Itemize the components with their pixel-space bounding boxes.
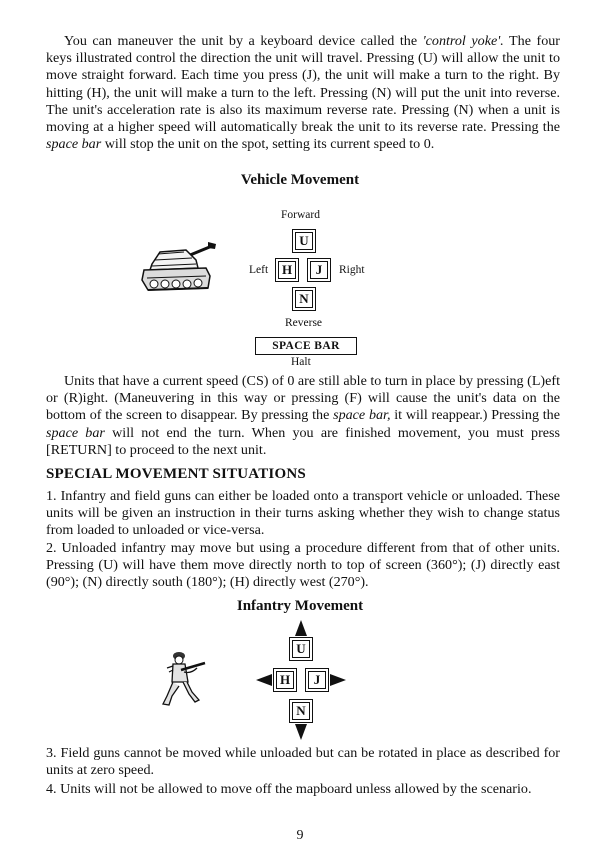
special-item-2: 2. Unloaded infantry may move but using a procedure different from that of other units. Pressing (U) will have them move directly north to top of screen (360°); (J) directly east (90°); (N) directly south (180°); (H) directly west (270°). — [46, 540, 560, 591]
special-item-1: 1. Infantry and field guns can either be loaded onto a transport vehicle or unloaded. These units will be given an instruction in their turns asking whether they wish to change status from loaded to unloaded or vice-versa. — [46, 488, 560, 539]
infantry-key-u-letter: U — [292, 640, 310, 658]
key-j-letter: J — [310, 261, 328, 279]
key-h-letter: H — [278, 261, 296, 279]
turning-emphasis: space bar, — [333, 407, 391, 424]
infantry-soldier-illustration — [157, 648, 211, 708]
tank-illustration — [138, 238, 222, 296]
key-n — [292, 287, 316, 311]
infantry-key-j — [305, 668, 329, 692]
infantry-key-h-letter: H — [276, 671, 294, 689]
key-n-letter: N — [295, 290, 313, 308]
left-label: Left — [249, 264, 269, 276]
intro-text-end: will stop the unit on the spot, setting its current speed to 0. — [101, 136, 435, 153]
intro-paragraph — [46, 33, 560, 153]
infantry-key-j-letter: J — [308, 671, 326, 689]
special-movement-heading: SPECIAL MOVEMENT SITUATIONS — [46, 466, 306, 482]
arrow-down-icon — [295, 724, 307, 740]
turning-emphasis-space-bar: space bar — [46, 424, 105, 441]
space-bar-key: SPACE BAR — [255, 337, 357, 355]
turning-text: Units that have a current speed (CS) of 0 are still able to turn in place by pressing (L)eft or (R)ight. (Maneuvering in this way or pressing (F) will cause the unit's data on the bottom of the screen to disappear. By pressing the — [46, 373, 560, 424]
special-item-3: 3. Field guns cannot be moved while unloaded but can be rotated in place as described for units at zero speed. — [46, 745, 560, 779]
infantry-key-n-letter: N — [292, 702, 310, 720]
intro-text-continued: The four keys illustrated control the direction the unit will travel. Pressing (U) will allow the unit to move straight forward. Each time you press (J), the unit will make a turn to the right. By hitting (H), the unit will make a turn to the left. Pressing (N) will put the unit into reverse. The unit's acceleration rate is also its maximum reverse rate. Pressing (N) when a unit is moving at a higher speed will automatically break the unit to its reverse rate. Pressing the — [46, 33, 560, 136]
page-number: 9 — [296, 828, 304, 843]
intro-text: You can maneuver the unit by a keyboard device called the — [64, 33, 423, 49]
intro-emphasis: 'control yoke'. — [422, 33, 504, 49]
infantry-key-u — [289, 637, 313, 661]
key-u — [292, 229, 316, 253]
turning-text-end: will not end the turn. When you are finished movement, you must press [RETURN] to proceed to the next unit. — [46, 424, 560, 458]
turning-paragraph — [46, 373, 560, 459]
turning-text-middle: it will reappear.) Pressing the — [390, 407, 560, 424]
arrow-up-icon — [295, 620, 307, 636]
intro-emphasis-space-bar: space bar — [46, 136, 102, 153]
forward-label: Forward — [281, 209, 320, 221]
vehicle-movement-title: Vehicle Movement — [240, 172, 360, 188]
key-h — [275, 258, 299, 282]
key-u-letter: U — [295, 232, 313, 250]
key-j — [307, 258, 331, 282]
arrow-left-icon — [256, 674, 272, 686]
infantry-key-n — [289, 699, 313, 723]
special-item-4: 4. Units will not be allowed to move off the mapboard unless allowed by the scenario. — [46, 781, 532, 797]
halt-label: Halt — [291, 356, 311, 368]
reverse-label: Reverse — [285, 317, 323, 329]
infantry-key-h — [273, 668, 297, 692]
infantry-movement-title: Infantry Movement — [236, 598, 364, 614]
arrow-right-icon — [330, 674, 346, 686]
right-label: Right — [339, 264, 365, 276]
